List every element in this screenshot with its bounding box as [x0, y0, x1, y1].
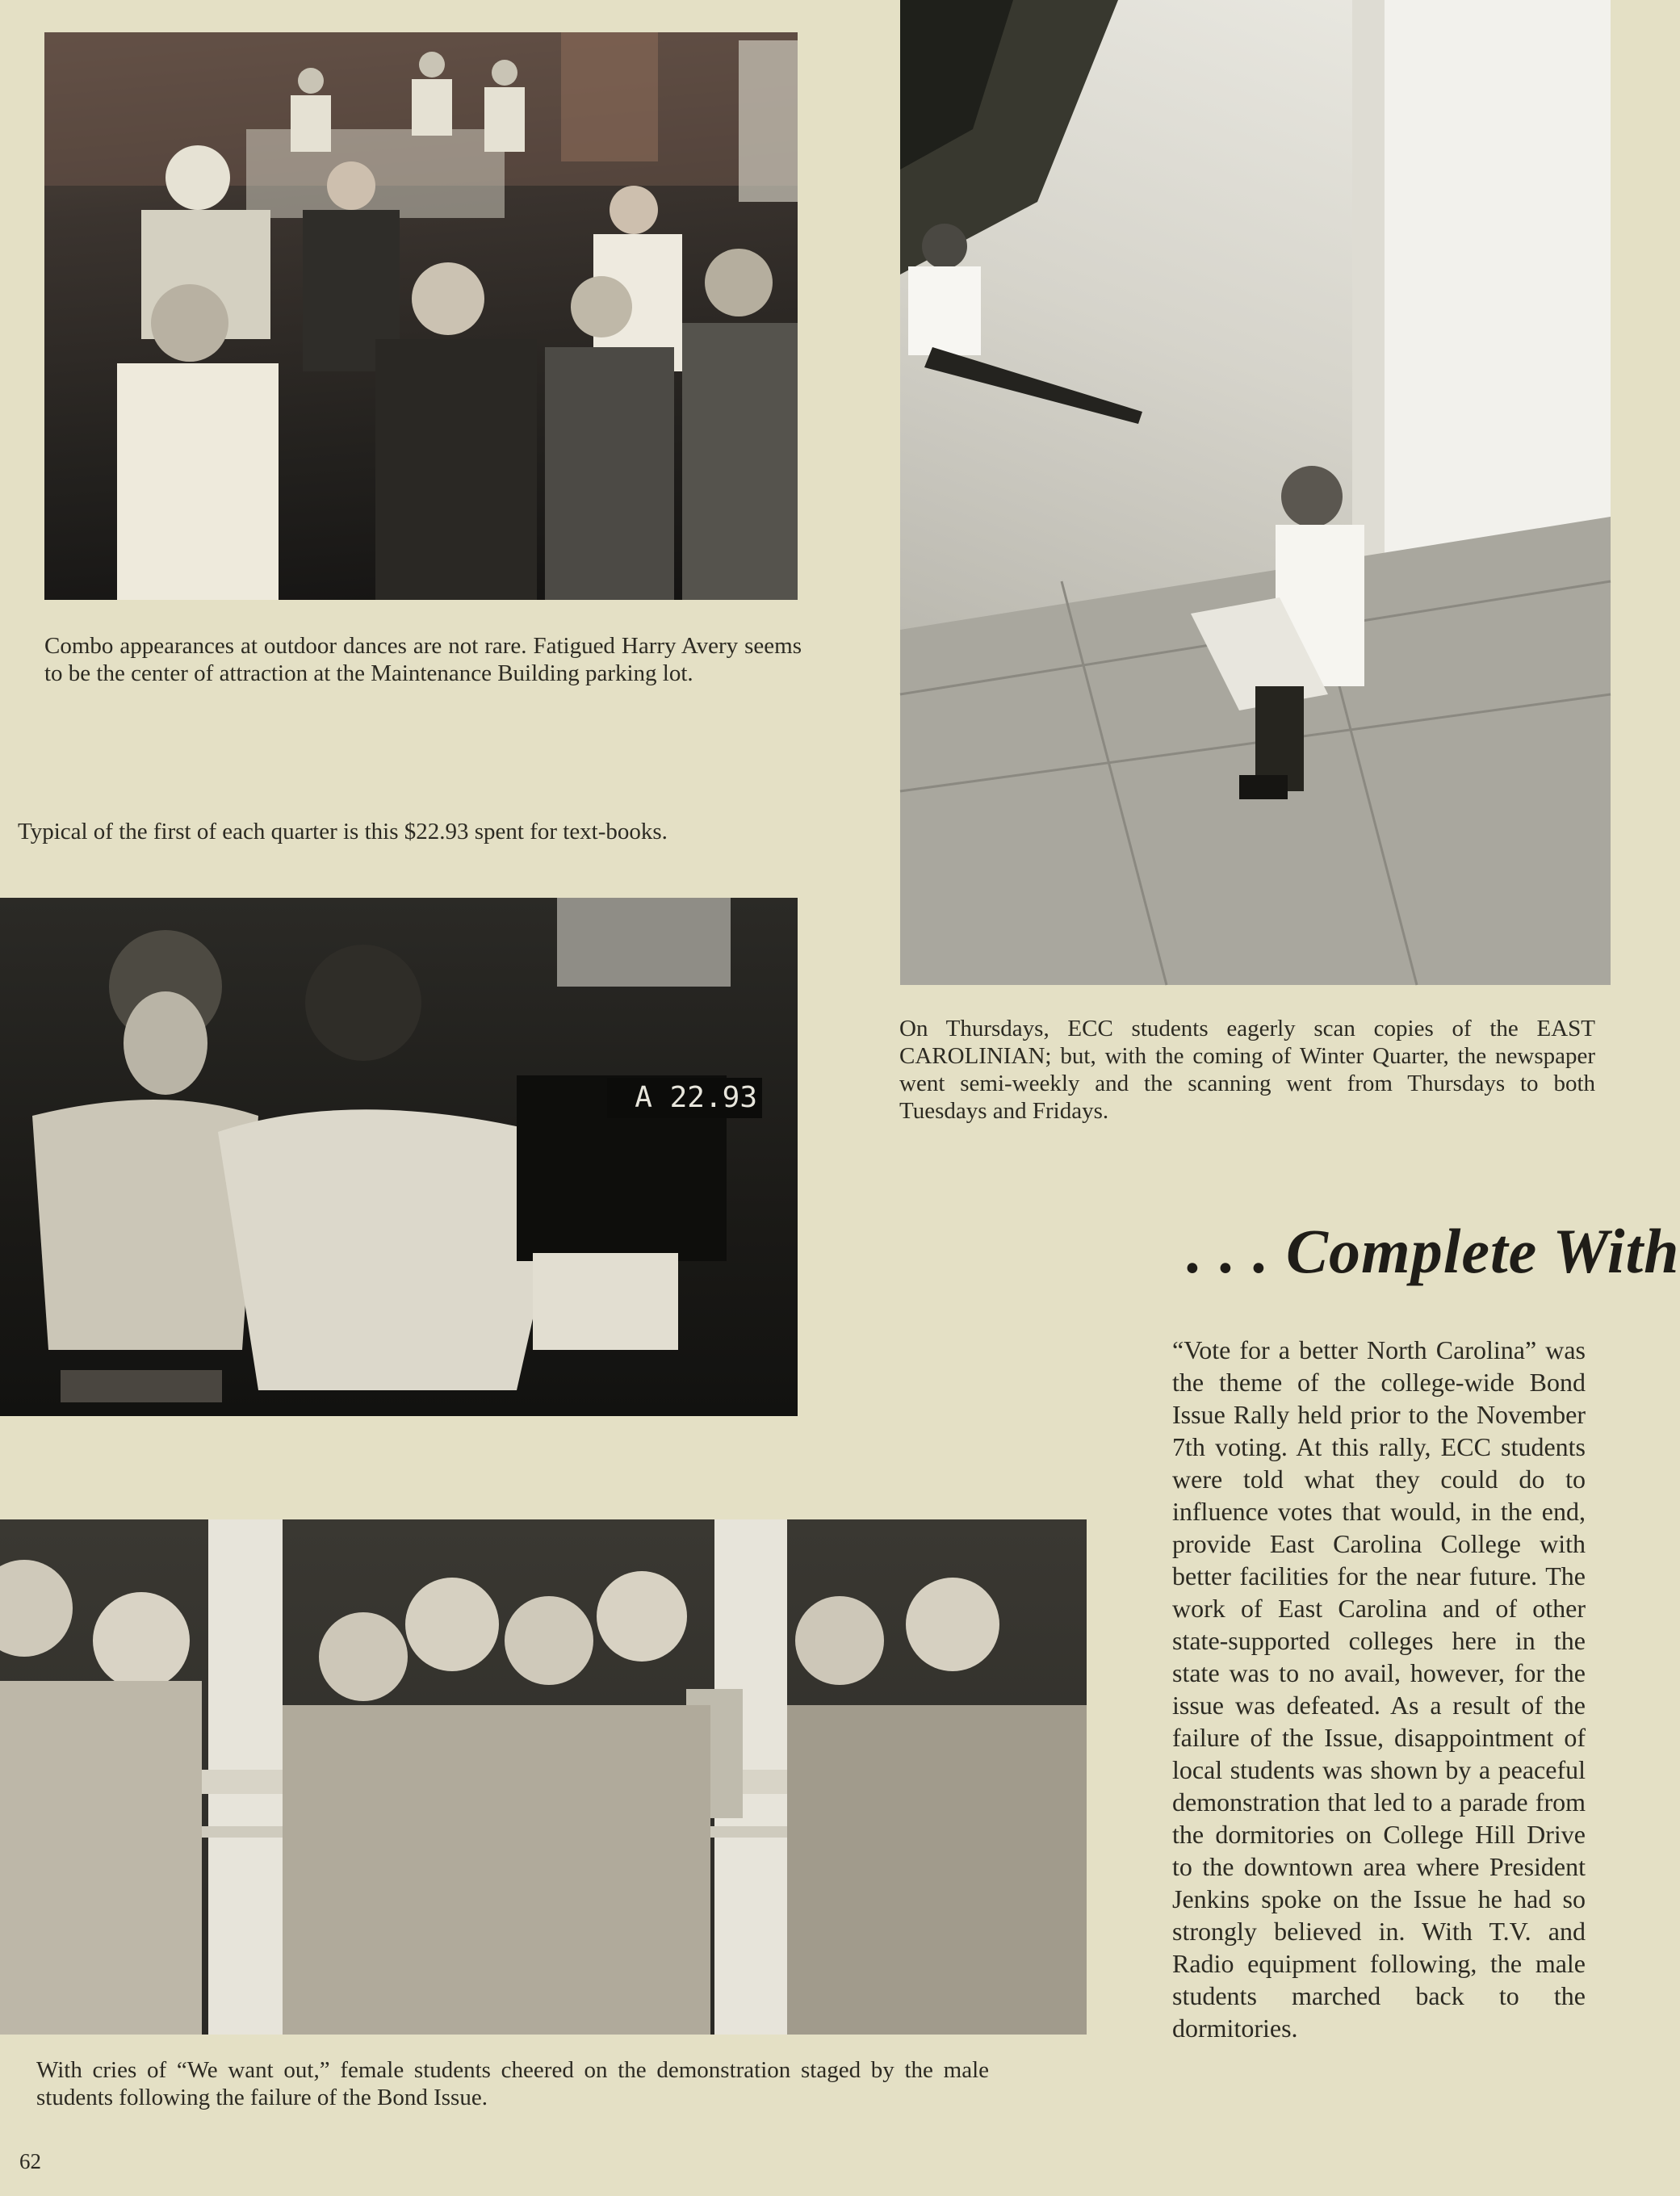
- photo-newspaper-reader: [900, 0, 1611, 985]
- page-number: 62: [19, 2149, 41, 2173]
- textbooks-scene: [0, 898, 798, 1416]
- register-display: A 22.93: [607, 1078, 762, 1118]
- combo-scene: [44, 32, 798, 600]
- caption-textbooks: Typical of the first of each quarter is this $22.93 spent for text-books.: [18, 819, 668, 844]
- photo-demonstration: [0, 1519, 1087, 2035]
- photo-textbook-purchase: [0, 898, 798, 1416]
- newspaper-scene: [900, 0, 1611, 985]
- photo-combo-dance: [44, 32, 798, 600]
- section-heading: . . . Complete With: [1187, 1216, 1680, 1286]
- caption-demonstration: With cries of “We want out,” female students cheered on the demonstration staged by the male students following the failure of the Bond Issue.: [36, 2057, 989, 2110]
- caption-combo: Combo appearances at outdoor dances are not rare. Fatigued Harry Avery seems to be the center of attraction at the Maintenance Building parking lot.: [44, 633, 802, 686]
- caption-newspaper: On Thursdays, ECC students eagerly scan copies of the EAST CAROLINIAN; but, with the coming of Winter Quarter, the newspaper went semi-weekly and the scanning went from Thursdays to both Tuesdays and Fridays.: [899, 1016, 1595, 1124]
- demonstration-scene: [0, 1519, 1087, 2035]
- body-text: “Vote for a better North Carolina” was the theme of the college-wide Bond Issue Rally held prior to the November 7th voting. At this rally, ECC students were told what they could do to influence votes that would, in the end, provide East Carolina College with better facilities for the near future. The work of East Carolina and of other state-supported colleges here in the state was to no avail, however, for the issue was defeated. As a result of the failure of the Issue, disappointment of local students was shown by a peaceful demonstration that led to a parade from the dormitories on College Hill Drive to the downtown area where President Jenkins spoke on the Issue he had so strongly believed in. With T.V. and Radio equipment following, the male students marched back to the dormitories.: [1172, 1335, 1586, 2043]
